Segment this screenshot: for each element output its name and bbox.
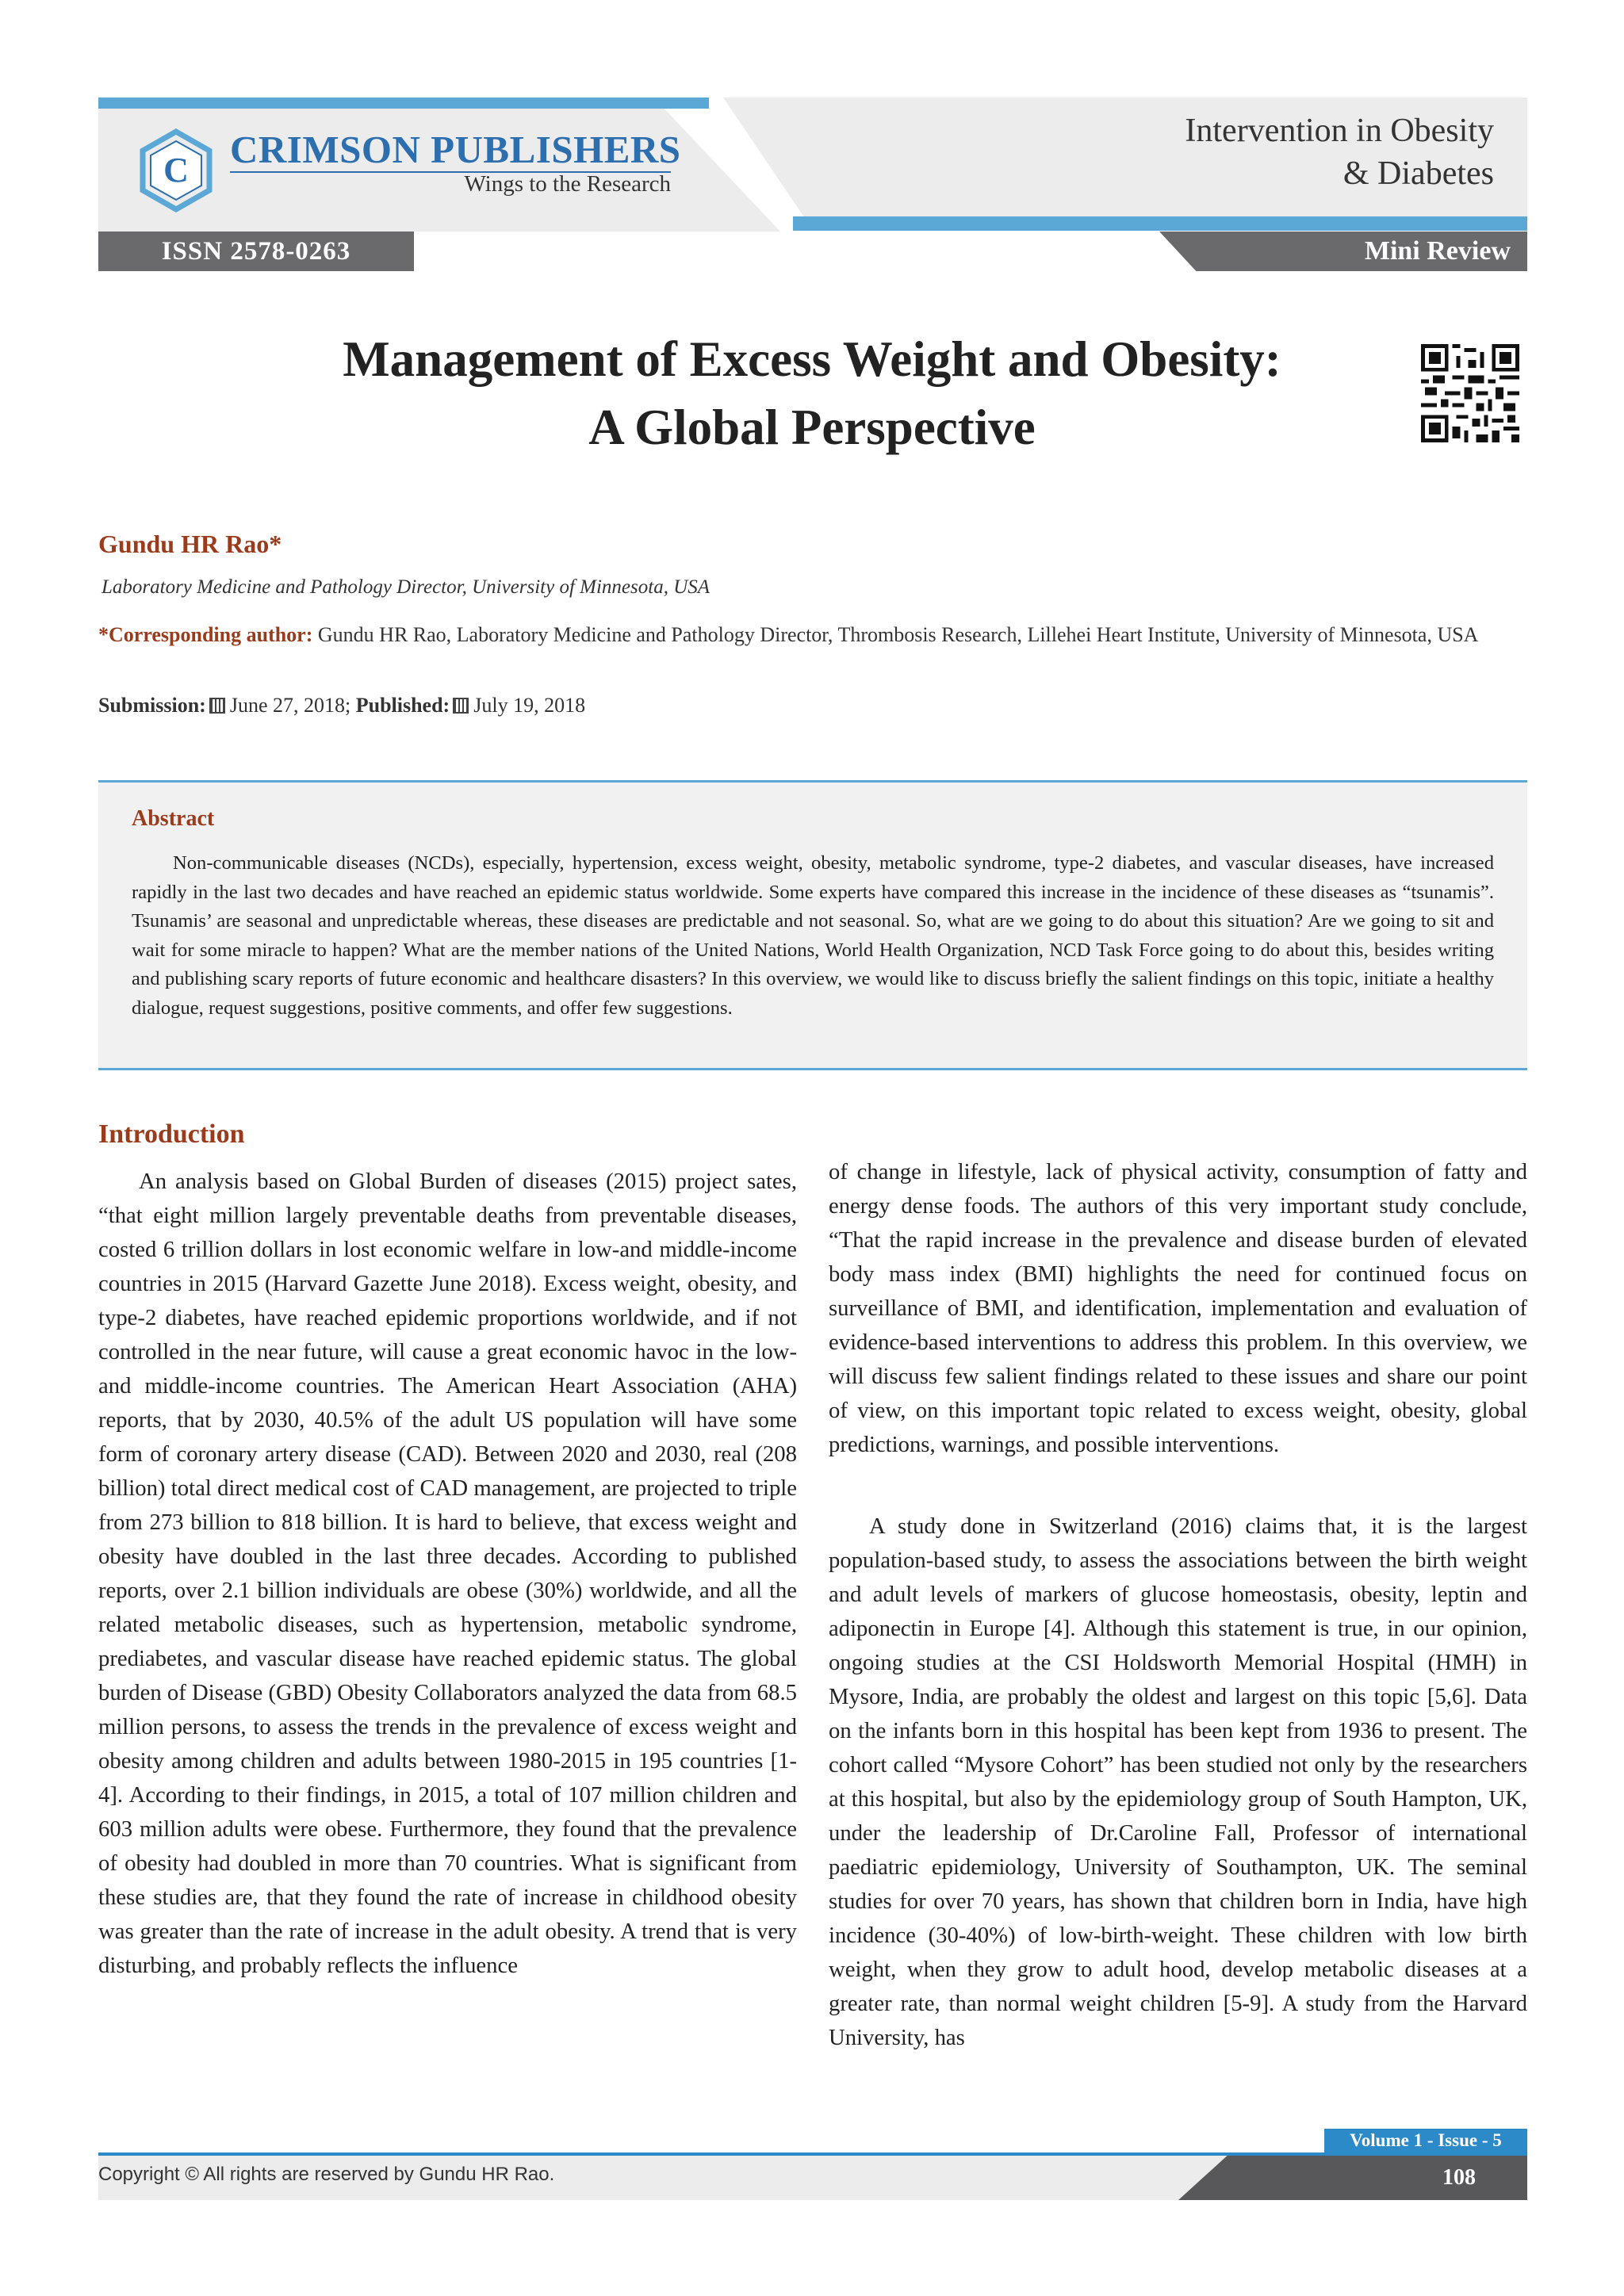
published-label: Published: [355,694,450,717]
issn-label: ISSN 2578-0263 [161,237,351,266]
corresponding-author-text: Gundu HR Rao, Laboratory Medicine and Pathology Director, Thrombosis Research, Lillehei Heart Institute, University of Minnesota, USA [312,623,1479,646]
article-dates [98,694,585,718]
author-name: Gundu HR Rao* [98,530,282,558]
header-accent-bar [98,98,709,109]
page-number: 108 [1442,2165,1476,2190]
crimson-logo-icon [140,128,213,212]
title-line1: Management of Excess Weight and Obesity: [343,331,1281,387]
calendar-icon [209,698,225,714]
header-right-accent-bar [793,216,1527,231]
author-affiliation: Laboratory Medicine and Pathology Director, University of Minnesota, USA [102,576,710,598]
abstract-text: Non-communicable diseases (NCDs), especially, hypertension, excess weight, obesity, metabolic syndrome, type-2 diabetes, and vascular diseases, have increased rapidly in the last two decades and have reached an epidemic status worldwide. Some experts have compared this increase in the incidence of these diseases as “tsunamis”. Tsunamis’ are seasonal and unpredictable whereas, these diseases are predictable and not seasonal. So, what are we going to do about this situation? Are we going to sit and wait for some miracle to happen? What are the member nations of the United Nations, World Health Organization, NCD Task Force going to do about this, besides writing and publishing scary reports of future economic and healthcare disasters? In this overview, we would like to discuss briefly the salient findings on this topic, initiate a healthy dialogue, request suggestions, positive comments, and offer few suggestions. [132,852,1494,1019]
logo-letter: C [163,151,189,189]
published-date: July 19, 2018 [473,694,586,717]
article-title [98,325,1526,461]
volume-issue-badge: Volume 1 - Issue - 5 [1324,2129,1527,2152]
corresponding-author [98,620,1526,650]
title-line2: A Global Perspective [588,400,1036,455]
journal-name-line2: & Diabetes [1342,155,1494,192]
abstract-heading: Abstract [132,806,215,831]
body-paragraph-col2-1: of change in lifestyle, lack of physical activity, consumption of fatty and energy dense foods. The authors of this very important study conclude, “That the rapid increase in the prevalence and disease burden of elevated body mass index (BMI) highlights the need for continued focus on surveillance of BMI, and identification, implementation and evaluation of evidence-based interventions to address this problem. In this overview, we will discuss few salient findings related to these issues and share our point of view, on this important topic related to excess weight, obesity, global predictions, warnings, and possible interventions. [829,1159,1527,1457]
publisher-name: CRIMSON PUBLISHERS [230,128,681,171]
journal-name-line1: Intervention in Obesity [1185,113,1494,149]
publisher-tagline: Wings to the Research [464,171,671,197]
journal-name [939,109,1494,195]
corresponding-author-label: *Corresponding author: [98,623,313,646]
body-paragraph-col1: An analysis based on Global Burden of diseases (2015) project sates, “that eight million largely preventable deaths from preventable diseases, costed 6 trillion dollars in lost economic welfare in low-and middle-income countries in 2015 (Harvard Gazette June 2018). Excess weight, obesity, and type-2 diabetes, have reached epidemic proportions worldwide, and if not controlled in the near future, will cause a great economic havoc in the low-and middle-income countries. The American Heart Association (AHA) reports, that by 2030, 40.5% of the adult US population will have some form of coronary artery disease (CAD). Between 2020 and 2030, real (208 billion) total direct medical cost of CAD management, are projected to triple from 273 billion to 818 billion. It is hard to believe, that excess weight and obesity have doubled in the last three decades. According to published reports, over 2.1 billion individuals are obese (30%) worldwide, and all the related metabolic diseases, such as hypertension, metabolic syndrome, prediabetes, and vascular disease have reached epidemic status. The global burden of Disease (GBD) Obesity Collaborators analyzed the data from 68.5 million persons, to assess the trends in the prevalence of excess weight and obesity among children and adults between 1980-2015 in 195 countries [1-4]. According to their findings, in 2015, a total of 107 million children and 603 million adults were obese. Furthermore, they found that the prevalence of obesity had doubled in more than 70 countries. What is significant from these studies are, that they found the rate of increase in childhood obesity was greater than the rate of increase in the adult obesity. A trend that is very disturbing, and probably reflects the influence [98,1169,797,1978]
body-paragraph-col2-2: A study done in Switzerland (2016) claims that, it is the largest population-based study, to assess the associations between the birth weight and adult levels of markers of glucose homeostasis, obesity, leptin and adiponectin in Europe [4]. Although this statement is true, in our opinion, ongoing studies at the CSI Holdsworth Memorial Hospital (HMH) in Mysore, India, are probably the oldest and largest on this topic [5,6]. Data on the infants born in this hospital has been kept from 1936 to present. The cohort called “Mysore Cohort” has been studied not only by the researchers at this hospital, but also by the epidemiology group of South Hampton, UK, under the leadership of Dr.Caroline Fall, Professor of international paediatric epidemiology, University of Southampton, UK. The seminal studies for over 70 years, has shown that children born in India, have high incidence (30-40%) of low-birth-weight. These children with low birth weight, when they grow to adult hood, develop metabolic diseases at a greater rate, than normal weight children [5-9]. A study from the Harvard University, has [829,1513,1527,2050]
qr-code-icon[interactable] [1421,344,1519,442]
submission-date: June 27, 2018; [229,694,351,717]
article-type-label: Mini Review [1364,236,1511,266]
copyright-notice: Copyright © All rights are reserved by Gundu HR Rao. [98,2164,555,2185]
submission-label: Submission: [98,694,206,717]
introduction-heading: Introduction [98,1119,245,1149]
calendar-icon [453,698,469,714]
